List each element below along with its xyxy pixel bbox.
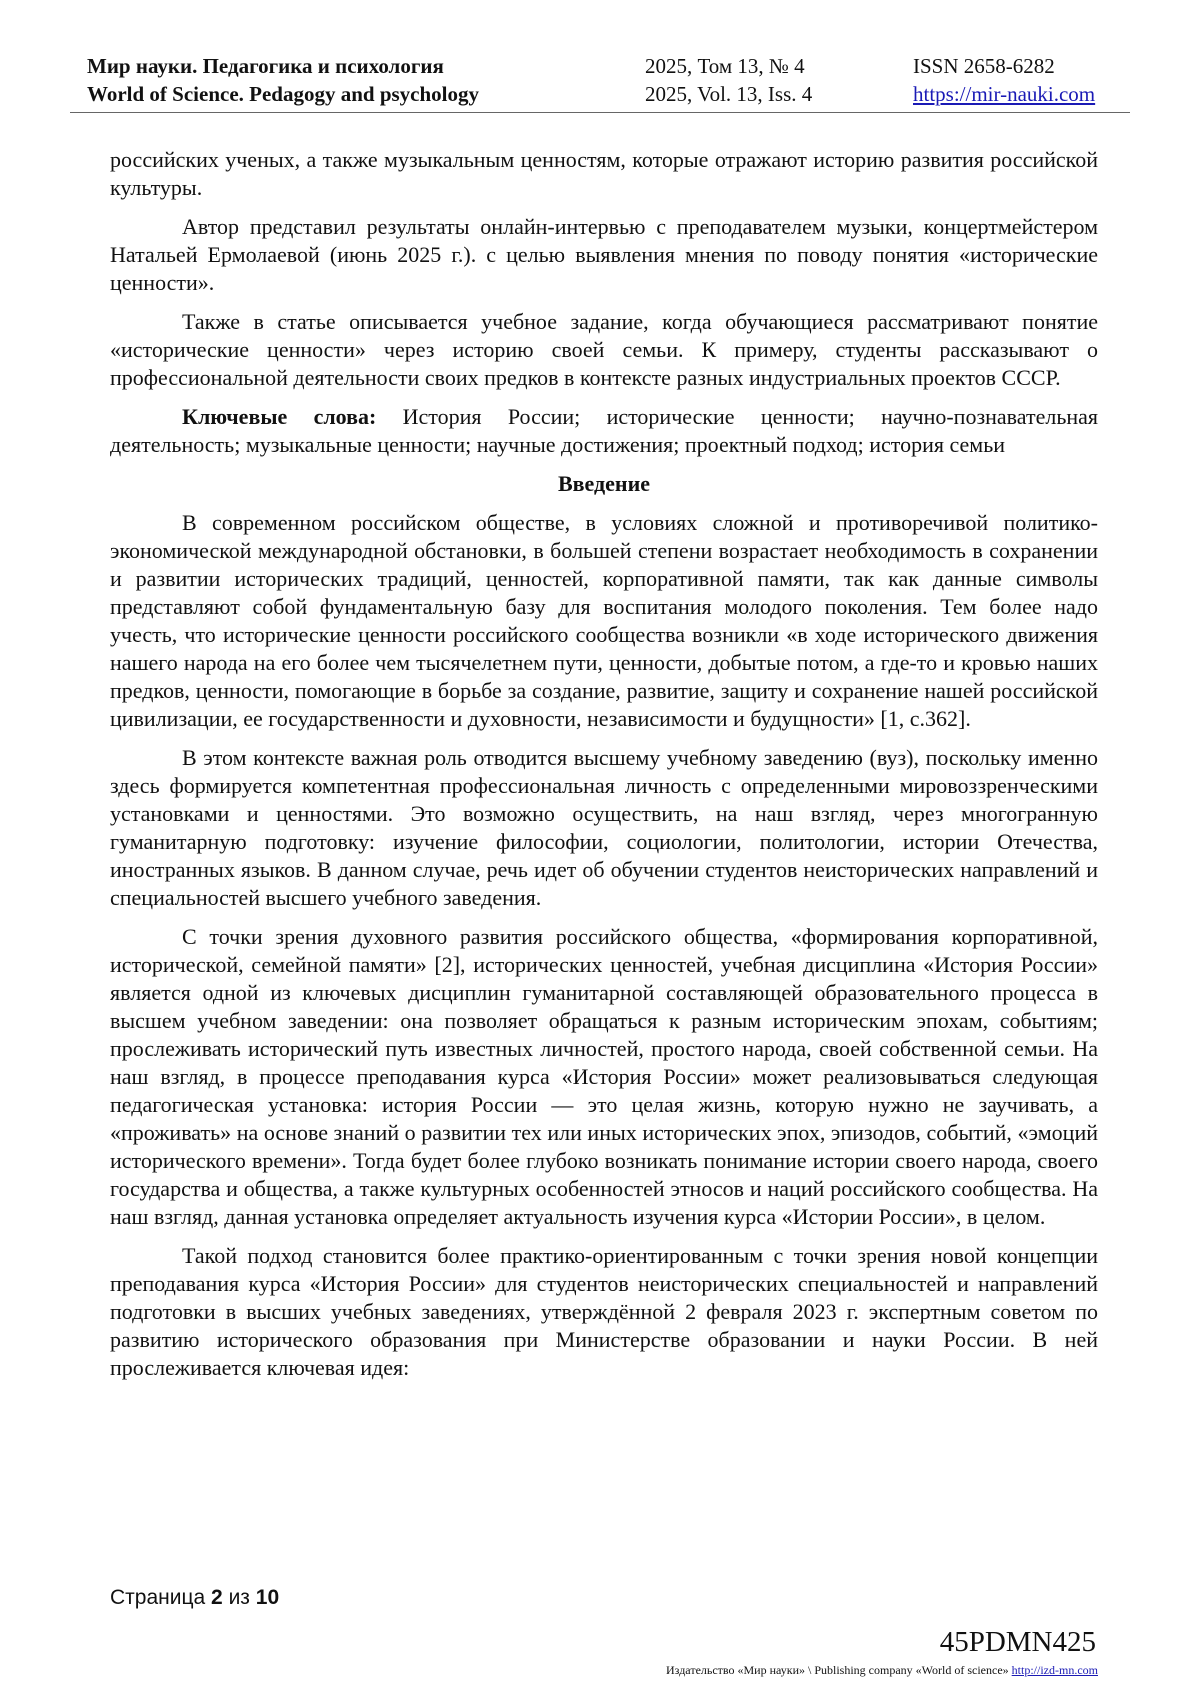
issue-en: 2025, Vol. 13, Iss. 4 xyxy=(645,82,813,106)
publisher-line xyxy=(666,1663,1098,1678)
publisher-link[interactable]: http://izd-mn.com xyxy=(1011,1663,1098,1677)
article-code: 45PDMN425 xyxy=(939,1626,1096,1658)
body-paragraph: Такой подход становится более практико-ориентированным с точки зрения новой концепции преподавания курса «История России» для студентов неисторических специальностей и направлений подготовки в высших учебных заведениях, утверждённой 2 февраля 2023 г. экспертным советом по развитию исторического образования при Министерстве образовании и науки России. В ней прослеживается ключевая идея: xyxy=(110,1243,1098,1380)
abstract-paragraph: Также в статье описывается учебное задание, когда обучающиеся рассматривают понятие «исторические ценности» через историю своей семьи. К примеру, студенты рассказывают о профессиональной деятельности своих предков в контексте разных индустриальных проектов СССР. xyxy=(110,309,1098,390)
article-body xyxy=(110,146,1098,1393)
abstract-paragraph: Автор представил результаты онлайн-интервью с преподавателем музыки, концертмейстером Натальей Ермолаевой (июнь 2025 г.). с целью выявления мнения по поводу понятия «исторические ценности». xyxy=(110,214,1098,295)
issue-ru: 2025, Том 13, № 4 xyxy=(645,54,805,78)
page-total: 10 xyxy=(255,1586,280,1609)
page-prefix: Страница xyxy=(110,1586,206,1609)
section-title: Введение xyxy=(557,471,651,496)
issn-block xyxy=(913,52,1095,108)
issue-block xyxy=(645,52,812,108)
body-paragraph: С точки зрения духовного развития российского общества, «формирования корпоративной, исторической, семейной памяти» [2], исторических ценностей, учебная дисциплина «История России» является одной из ключевых дисциплин гуманитарной составляющей образовательного процесса в высшем учебном заведении: она позволяет обращаться к разным историческим эпохам, событиям; прослеживать исторический путь известных личностей, простого народа, своей собственной семьи. На наш взгляд, в процессе преподавания курса «История России» может реализовываться следующая педагогическая установка: история России — это целая жизнь, которую нужно не заучивать, а «проживать» на основе знаний о развитии тех или иных исторических эпох, эпизодов, событий, «эмоций исторического времени». Тогда будет более глубоко возникать понимание истории своего народа, своего государства и общества, а также культурных особенностей этносов и наций российского сообщества. На наш взгляд, данная установка определяет актуальность изучения курса «Истории России», в целом. xyxy=(110,924,1098,1229)
keywords-list: История России; исторические ценности; научно-познавательная деятельность; музыкальные ценности; научные достижения; проектный подход; история семьи xyxy=(110,404,1099,457)
journal-title-ru: Мир науки. Педагогика и психология xyxy=(87,54,444,78)
body-paragraph: В этом контексте важная роль отводится высшему учебному заведению (вуз), поскольку именно здесь формируется компетентная профессиональная личность с определенными мировоззренческими установками и ценностями. Это возможно осуществить, на наш взгляд, через многогранную гуманитарную подготовку: изучение философии, социологии, политологии, истории Отечества, иностранных языков. В данном случае, речь идет об обучении студентов неисторических направлений и специальностей высшего учебного заведения. xyxy=(110,745,1098,910)
page-current: 2 xyxy=(211,1586,223,1609)
keywords xyxy=(110,403,1098,459)
keywords-label: Ключевые слова: xyxy=(182,404,377,429)
body-paragraph: В современном российском обществе, в условиях сложной и противоречивой политико-экономической международной обстановки, в большей степени возрастает необходимость в сохранении и развитии исторических традиций, ценностей, корпоративной памяти, так как данные символы представляют собой фундаментальную базу для воспитания молодого поколения. Тем более надо учесть, что исторические ценности российского сообщества возникли «в ходе исторического движения нашего народа на его более чем тысячелетнем пути, ценности, добытые потом, а где-то и кровью наших предков, ценности, помогающие в борьбе за создание, развитие, защиту и сохранение нашей российской цивилизации, ее государственности и духовности, независимости и будущности» [1, с.362]. xyxy=(110,510,1098,731)
page-sep: из xyxy=(228,1586,250,1609)
journal-link[interactable]: https://mir-nauki.com xyxy=(913,82,1096,106)
page-number xyxy=(110,1586,279,1610)
abstract-paragraph: российских ученых, а также музыкальным ценностям, которые отражают историю развития российской культуры. xyxy=(110,147,1098,200)
issn: ISSN 2658-6282 xyxy=(913,54,1055,78)
journal-title-en: World of Science. Pedagogy and psychology xyxy=(87,82,480,106)
publisher-text: Издательство «Мир науки» \ Publishing company «World of science» xyxy=(666,1663,1009,1677)
page-header xyxy=(70,52,1130,113)
journal-title-block xyxy=(87,52,479,108)
